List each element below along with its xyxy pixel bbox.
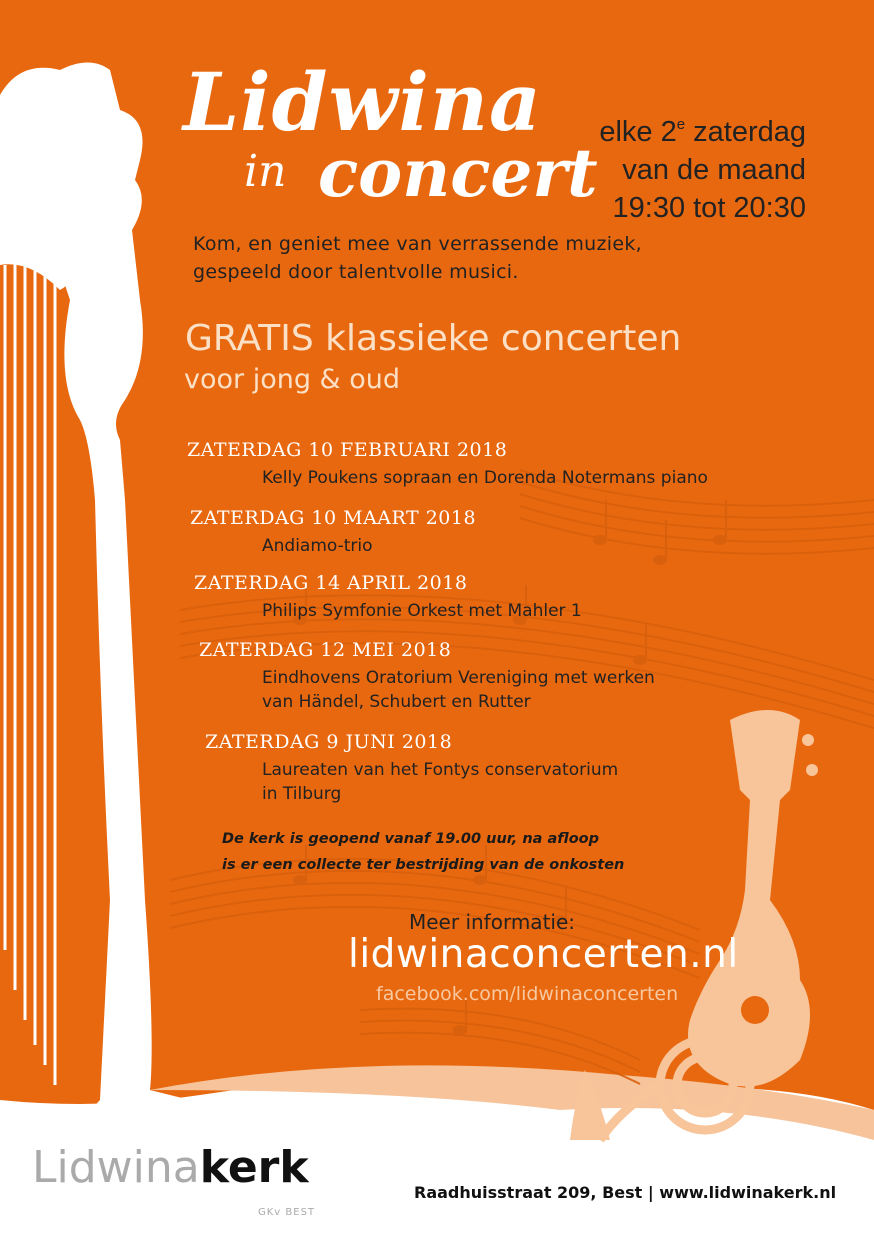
lidwinakerk-logo: Lidwinakerk <box>32 1142 309 1193</box>
opening-note <box>222 826 624 878</box>
event-description: Andiamo-trio <box>262 536 373 556</box>
title-lidwina: Lidwina <box>183 55 542 149</box>
event-date: ZATERDAG 14 APRIL 2018 <box>194 572 468 594</box>
footer-address: Raadhuisstraat 209, Best | www.lidwinakerk.nl <box>414 1183 837 1202</box>
title-concert: concert <box>318 134 598 212</box>
facebook-link[interactable]: facebook.com/lidwinaconcerten <box>376 983 679 1005</box>
event-description: Kelly Poukens sopraan en Dorenda Notermans piano <box>262 468 708 488</box>
intro-line-2: gespeeld door talentvolle musici. <box>193 261 519 283</box>
event-description: Philips Symfonie Orkest met Mahler 1 <box>262 601 582 621</box>
intro-line-1: Kom, en geniet mee van verrassende muziek, <box>193 233 642 255</box>
event-description: Eindhovens Oratorium Vereniging met werken <box>262 668 655 688</box>
event-date: ZATERDAG 10 MAART 2018 <box>190 507 477 529</box>
subtitle: voor jong & oud <box>184 364 400 395</box>
intro-text <box>193 230 642 286</box>
note-line-2: is er een collecte ter bestrijding van de onkosten <box>222 857 625 873</box>
note-line-1: De kerk is geopend vanaf 19.00 uur, na afloop <box>222 831 599 847</box>
schedule-line-3: 19:30 tot 20:30 <box>612 192 806 224</box>
event-description: in Tilburg <box>262 784 342 804</box>
schedule-line-1: elke 2e zaterdag <box>599 116 806 148</box>
title-in: in <box>244 146 287 197</box>
event-date: ZATERDAG 10 FEBRUARI 2018 <box>187 439 508 461</box>
event-date: ZATERDAG 9 JUNI 2018 <box>205 731 453 753</box>
website-link[interactable]: lidwinaconcerten.nl <box>348 932 739 977</box>
event-description: van Händel, Schubert en Rutter <box>262 692 531 712</box>
schedule-line-2: van de maand <box>622 154 806 186</box>
more-info-label: Meer informatie: <box>409 910 576 934</box>
logo-subtitle: GKv BEST <box>258 1207 316 1218</box>
schedule <box>570 106 806 227</box>
gratis-heading: GRATIS klassieke concerten <box>185 318 682 359</box>
event-date: ZATERDAG 12 MEI 2018 <box>199 639 452 661</box>
event-description: Laureaten van het Fontys conservatorium <box>262 760 619 780</box>
